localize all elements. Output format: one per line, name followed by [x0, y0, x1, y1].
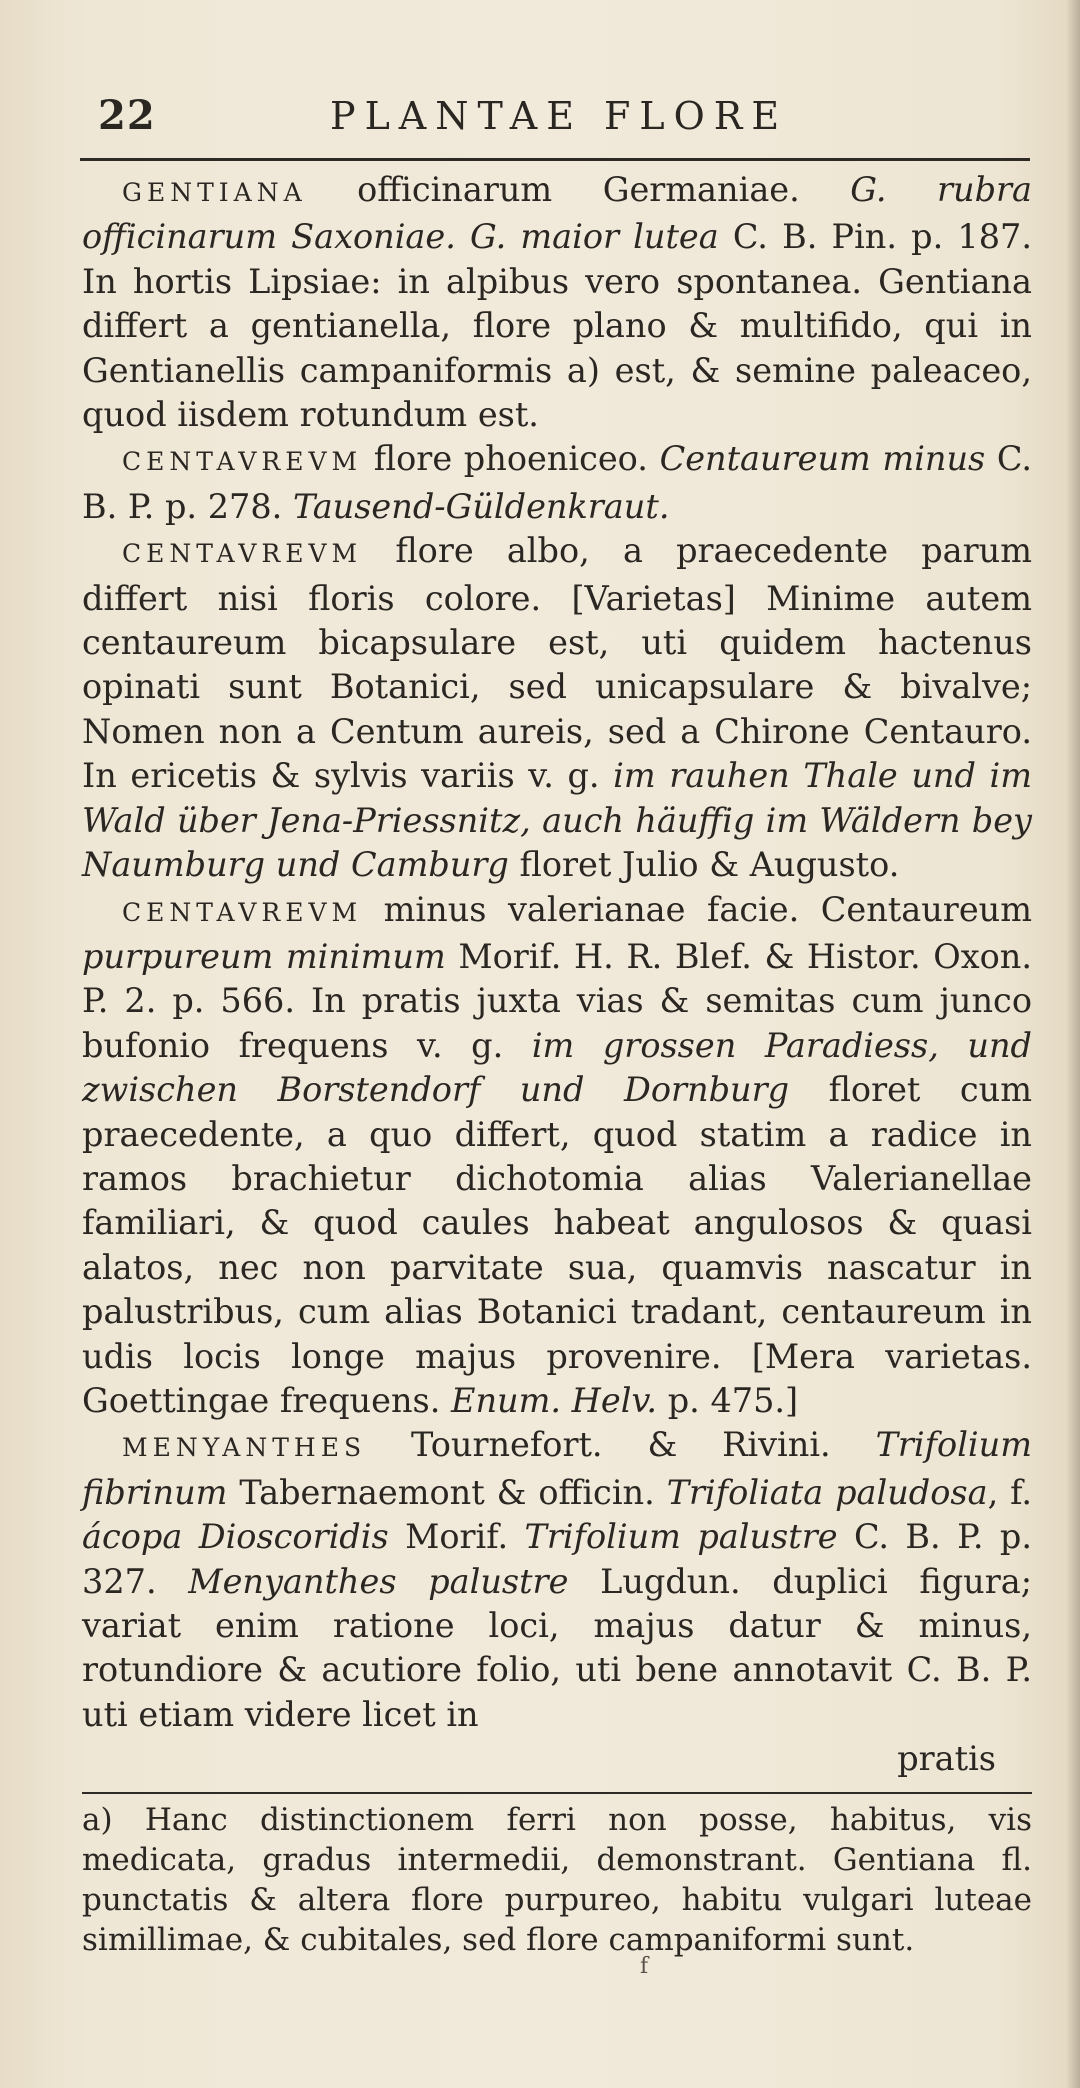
entry-text: p. 475.]: [657, 1380, 799, 1420]
entry-text: Tournefort. & Rivini.: [366, 1425, 876, 1465]
entry-text: floret Julio & Augusto.: [508, 845, 900, 885]
footnote-text: a) Hanc distinctionem ferri non posse, habitus, vis medicata, gradus intermedii, demonstrant. Gentiana fl. punctatis & altera flore purpureo, habitu vulgari luteae simillimae, & cubitales, sed flore campaniformi sunt.: [82, 1802, 1032, 1958]
italic-text: Tausend-Güldenkraut.: [292, 486, 670, 526]
italic-text: Trifoliata paludosa: [666, 1472, 988, 1512]
entry-text: C. B. P. p. 327.: [82, 1517, 1032, 1601]
page-header: [80, 78, 1040, 148]
entry-paragraph: [82, 529, 1032, 887]
italic-text: Menyanthes palustre: [188, 1561, 569, 1601]
entry-text: Lugdun. duplici figura; variat enim ratione loci, majus datur & minus, rotundiore & acutiore folio, uti bene annotavit C. B. P. uti etiam videre licet in: [82, 1561, 1032, 1734]
italic-text: purpureum minimum: [82, 936, 446, 976]
entry-text: Morif. H. R. Blef. & Histor. Oxon. P. 2. p. 566. In pratis juxta vias & semitas cum junco bufonio frequens v. g.: [82, 936, 1033, 1065]
entry-paragraph: [82, 888, 1032, 1424]
page-number: 22: [98, 92, 156, 139]
running-head: PLANTAE FLORE: [330, 94, 789, 138]
italic-text: Trifolium fibrinum: [82, 1425, 1032, 1512]
entry-text: , f.: [987, 1472, 1033, 1512]
entry-heading: CENTAVREVM: [122, 897, 363, 927]
italic-text: ácopa Dioscoridis: [82, 1517, 389, 1557]
italic-text: G. rubra officinarum Saxoniae. G. maior lutea: [82, 170, 1032, 257]
entry-heading: CENTAVREVM: [122, 447, 363, 477]
entry-paragraph: [82, 437, 1032, 529]
entry-paragraph: [82, 1423, 1032, 1737]
entry-paragraph: [82, 168, 1032, 437]
entry-text: Tabernaemont & officin.: [227, 1472, 667, 1512]
entry-text: floret cum praecedente, a quo differt, quod statim a radice in ramos brachietur dichotomia alias Valerianellae familiari, & quod caules habeat angulosos & quasi alatos, nec non parvitate sua, quamvis nascatur in palustribus, cum alias Botanici tradant, centaureum in udis locis longe majus provenire. [Mera varietas. Goettingae frequens.: [82, 1070, 1032, 1420]
italic-text: Enum. Helv.: [451, 1380, 658, 1420]
entry-heading: MENYANTHES: [122, 1433, 367, 1463]
footnote-rule: [82, 1792, 1032, 1794]
italic-text: im rauhen Thale und im Wald über Jena-Priessnitz, auch häuffig im Wäldern bey Naumburg und Camburg: [82, 756, 1032, 885]
entry-list: [82, 168, 1032, 1737]
main-text: [82, 168, 1032, 1781]
entry-text: flore phoeniceo.: [362, 439, 660, 479]
entry-heading: GENTIANA: [122, 178, 307, 207]
entry-text: C. B. P. p. 278.: [82, 439, 1032, 526]
italic-text: im grossen Paradiess, und zwischen Borstendorf und Dornburg: [82, 1025, 1032, 1110]
entry-text: C. B. Pin. p. 187. In hortis Lipsiae: in alpibus vero spontanea. Gentiana differt a gentianella, flore plano & multifido, qui in Gentianellis campaniformis a) est, & semine paleaceo, quod iisdem rotundum est.: [82, 217, 1032, 435]
entry-text: minus valerianae facie. Centaureum: [362, 889, 1032, 929]
catchword: pratis: [897, 1739, 996, 1779]
entry-text: flore albo, a praecedente parum differt nisi floris colore. [Varietas] Minime autem centaureum bicapsulare est, uti quidem hactenus opinati sunt Botanici, sed unicapsulare & bivalve; Nomen non a Centum aureis, sed a Chirone Centauro. In ericetis & sylvis variis v. g.: [82, 531, 1032, 796]
entry-text: Morif.: [388, 1517, 525, 1557]
entry-text: officinarum Germaniae.: [306, 170, 851, 209]
italic-text: Centaureum minus: [659, 439, 986, 479]
header-rule: [80, 158, 1030, 161]
signature-mark: f: [640, 1954, 649, 1979]
page-edge-shadow: [1066, 0, 1080, 2088]
entry-heading: CENTAVREVM: [122, 539, 363, 569]
italic-text: Trifolium palustre: [524, 1517, 838, 1557]
footnote: [82, 1800, 1032, 1960]
